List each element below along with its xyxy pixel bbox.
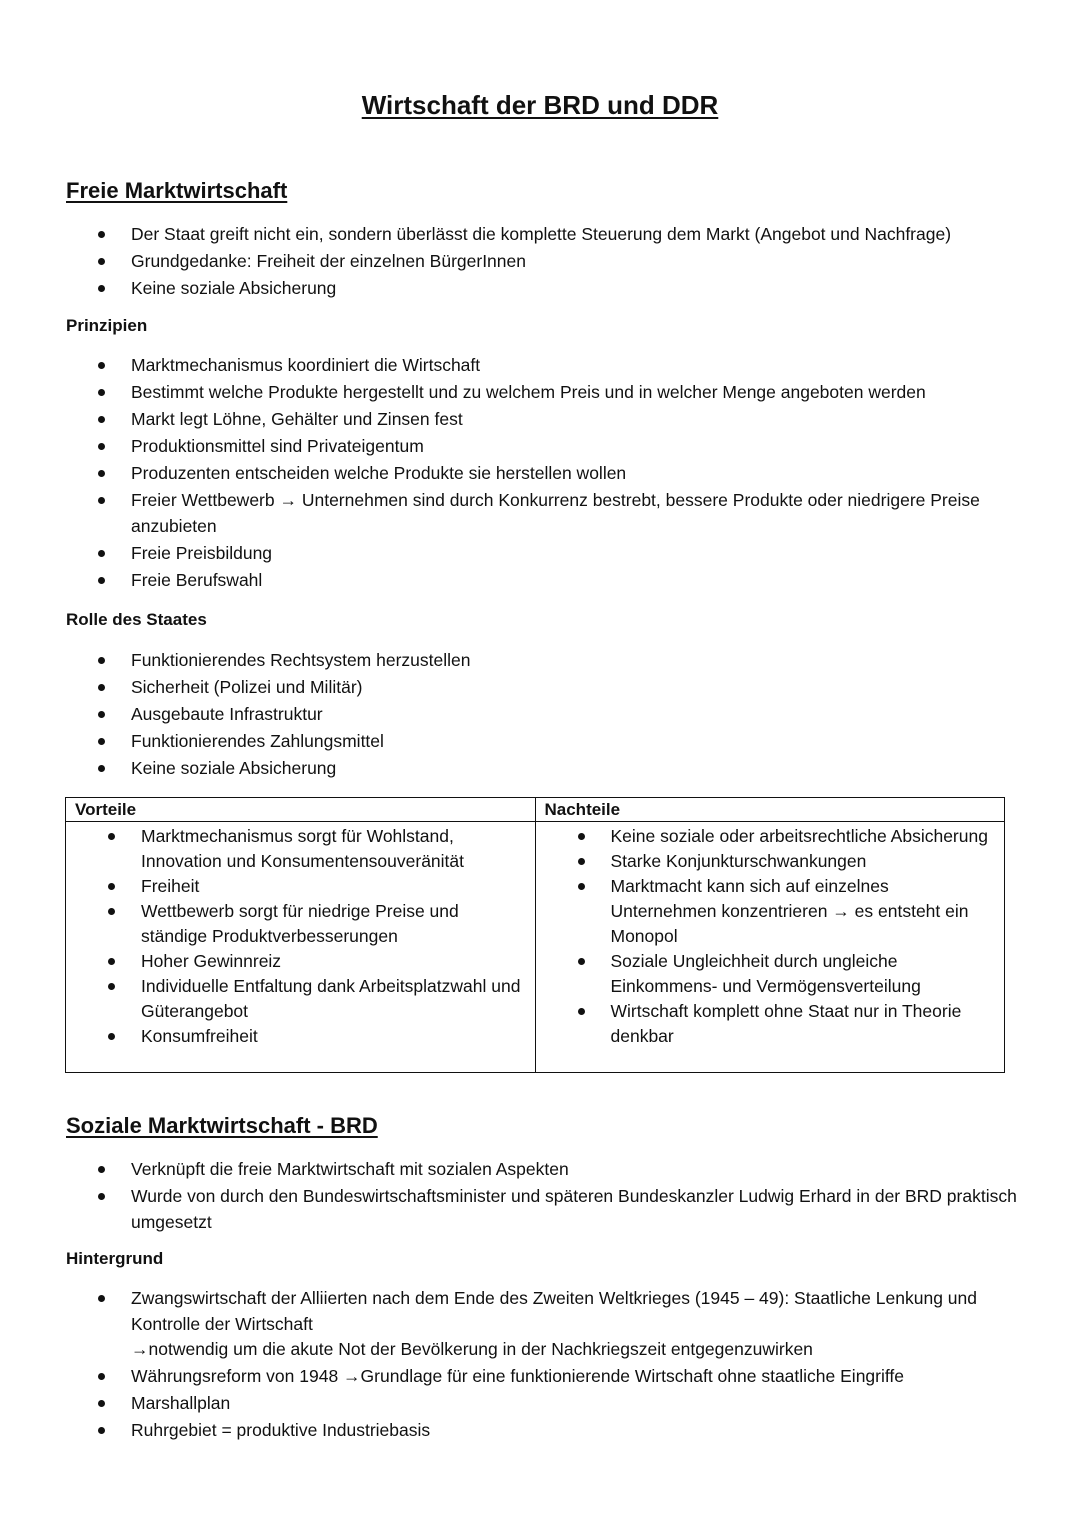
list-item: Funktionierendes Zahlungsmittel xyxy=(92,729,1022,755)
list-item: Marktmacht kann sich auf einzelnes Unternehmen konzentrieren → es entsteht ein Monopol xyxy=(572,874,992,949)
list-item: Funktionierendes Rechtsystem herzustellen xyxy=(92,648,1022,674)
list-item: Konsumfreiheit xyxy=(102,1024,522,1049)
list-item: Marshallplan xyxy=(92,1391,1022,1417)
list-item: Ausgebaute Infrastruktur xyxy=(92,702,1022,728)
heading-rolle-des-staates: Rolle des Staates xyxy=(66,610,207,629)
soziale-bullet-list xyxy=(92,1157,1022,1237)
nachteile-heading: Nachteile xyxy=(536,798,1005,822)
heading-soziale-marktwirtschaft: Soziale Marktwirtschaft - BRD xyxy=(66,1113,378,1138)
heading-hintergrund: Hintergrund xyxy=(66,1249,164,1268)
list-item: Bestimmt welche Produkte hergestellt und zu welchem Preis und in welcher Menge angeboten werden xyxy=(92,380,1022,406)
list-item: Sicherheit (Polizei und Militär) xyxy=(92,675,1022,701)
list-item: Produzenten entscheiden welche Produkte sie herstellen wollen xyxy=(92,461,1022,487)
list-item: Grundgedanke: Freiheit der einzelnen BürgerInnen xyxy=(92,249,1022,275)
heading-prinzipien: Prinzipien xyxy=(66,316,148,335)
list-item: Marktmechanismus koordiniert die Wirtschaft xyxy=(92,353,1022,379)
hintergrund-bullet-list xyxy=(92,1286,1022,1445)
nachteile-list xyxy=(572,824,992,1049)
list-item: Wettbewerb sorgt für niedrige Preise und ständige Produktverbesserungen xyxy=(102,899,522,949)
hintergrund-line: →notwendig um die akute Not der Bevölkerung in der Nachkriegszeit entgegenzuwirken xyxy=(131,1339,813,1359)
list-item: Währungsreform von 1948 →Grundlage für eine funktionierende Wirtschaft ohne staatliche Eingriffe xyxy=(92,1364,1022,1390)
list-item: Markt legt Löhne, Gehälter und Zinsen fest xyxy=(92,407,1022,433)
list-item: Wurde von durch den Bundeswirtschaftsminister und späteren Bundeskanzler Ludwig Erhard in der BRD praktisch umgesetzt xyxy=(92,1184,1022,1235)
hintergrund-line: Zwangswirtschaft der Alliierten nach dem Ende des Zweiten Weltkrieges (1945 – 49): Staatliche Lenkung und Kontrolle der Wirtschaft xyxy=(131,1288,977,1334)
list-item: Produktionsmittel sind Privateigentum xyxy=(92,434,1022,460)
vorteile-column xyxy=(66,798,535,1072)
list-item: Der Staat greift nicht ein, sondern überlässt die komplette Steuerung dem Markt (Angebot und Nachfrage) xyxy=(92,222,1022,248)
list-item: Ruhrgebiet = produktive Industriebasis xyxy=(92,1418,1022,1444)
list-item: Keine soziale Absicherung xyxy=(92,276,1022,302)
heading-freie-marktwirtschaft: Freie Marktwirtschaft xyxy=(66,178,288,203)
list-item: Freier Wettbewerb → Unternehmen sind durch Konkurrenz bestrebt, bessere Produkte oder niedrigere Preise anzubieten xyxy=(92,488,1022,539)
vorteile-heading: Vorteile xyxy=(66,798,535,822)
list-item: Verknüpft die freie Marktwirtschaft mit sozialen Aspekten xyxy=(92,1157,1022,1183)
list-item: Freie Berufswahl xyxy=(92,568,1022,594)
page-title: Wirtschaft der BRD und DDR xyxy=(361,90,719,120)
vorteile-list xyxy=(102,824,522,1049)
list-item: Keine soziale Absicherung xyxy=(92,756,1022,782)
list-item: Hoher Gewinnreiz xyxy=(102,949,522,974)
list-item: Starke Konjunkturschwankungen xyxy=(572,849,992,874)
prinzipien-bullet-list xyxy=(92,353,1022,595)
list-item: Freiheit xyxy=(102,874,522,899)
list-item: Marktmechanismus sorgt für Wohlstand, Innovation und Konsumentensouveränität xyxy=(102,824,522,874)
list-item: Freie Preisbildung xyxy=(92,541,1022,567)
staat-bullet-list xyxy=(92,648,1022,783)
list-item: Individuelle Entfaltung dank Arbeitsplatzwahl und Güterangebot xyxy=(102,974,522,1024)
freie-bullet-list xyxy=(92,222,1022,303)
list-item: Keine soziale oder arbeitsrechtliche Absicherung xyxy=(572,824,992,849)
nachteile-column xyxy=(535,798,1005,1072)
pros-cons-table xyxy=(65,797,1005,1073)
list-item xyxy=(92,1286,1022,1363)
list-item: Wirtschaft komplett ohne Staat nur in Theorie denkbar xyxy=(572,999,992,1049)
list-item: Soziale Ungleichheit durch ungleiche Einkommens- und Vermögensverteilung xyxy=(572,949,992,999)
